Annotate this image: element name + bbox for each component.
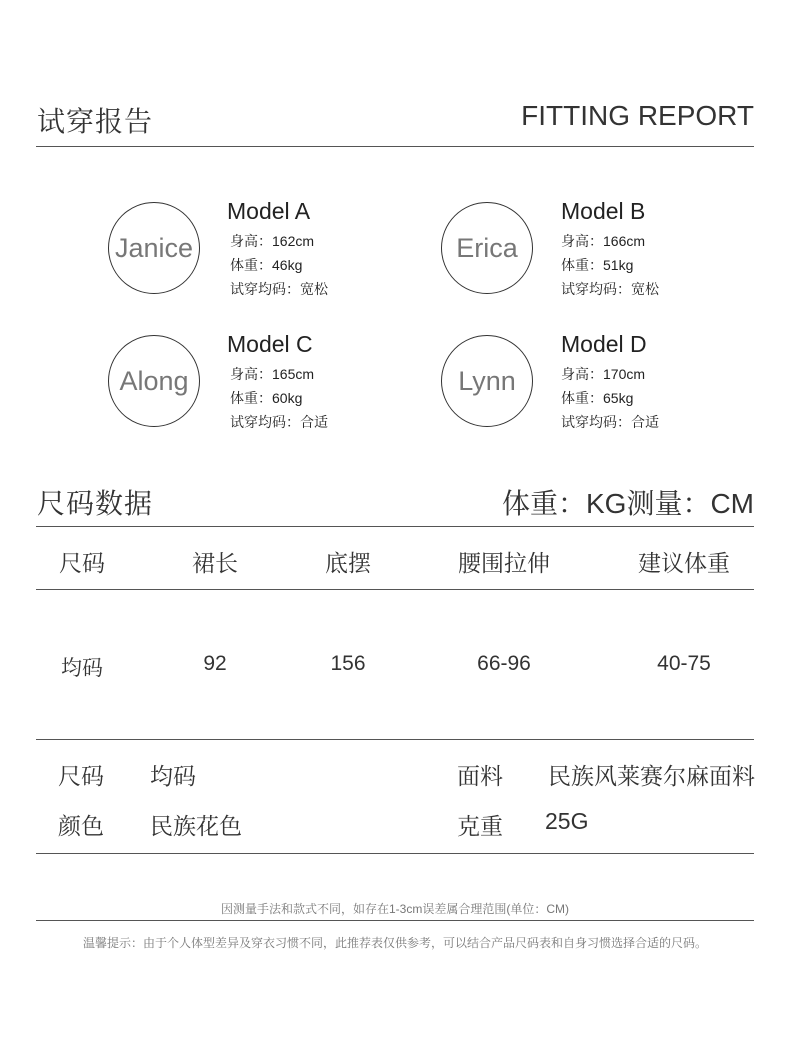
info-divider [36,853,754,854]
table-header-size: 尺码 [59,550,105,576]
model-fit: 试穿均码：合适 [230,414,328,430]
model-height: 身高：162cm [230,233,315,249]
table-cell-weight: 40-75 [657,652,711,675]
model-height: 身高：166cm [561,233,646,249]
table-header-hem: 底摆 [325,550,371,576]
header-divider [36,146,754,147]
table-cell-waist: 66-96 [477,652,531,675]
table-header-weight: 建议体重 [638,550,730,576]
info-size-value: 均码 [150,763,196,789]
model-name: Model D [561,331,647,357]
table-cell-hem: 156 [330,652,366,675]
model-avatar: Erica [441,202,533,294]
size-section-title: 尺码数据 [37,488,154,519]
model-name: Model C [227,331,313,357]
info-weight-label: 克重 [457,813,503,839]
model-avatar: Along [108,335,200,427]
model-avatar: Janice [108,202,200,294]
info-color-value: 民族花色 [150,813,242,839]
model-fit: 试穿均码：宽松 [230,281,328,297]
info-weight-value: 25G [545,808,589,834]
info-fabric-label: 面料 [457,763,503,789]
model-weight: 体重：46kg [230,257,303,273]
info-size-label: 尺码 [58,763,104,789]
model-height: 身高：170cm [561,366,646,382]
table-header-length: 裙长 [192,550,238,576]
model-avatar: Lynn [441,335,533,427]
model-card-a [108,198,408,302]
measurement-note: 因测量手法和款式不同，如存在1-3cm误差属合理范围(单位：CM) [221,902,569,916]
model-name: Model B [561,198,646,224]
table-cell-size: 均码 [61,657,103,680]
model-weight: 体重：51kg [561,257,634,273]
table-header-divider [36,589,754,590]
page-title-en: FITTING REPORT [521,100,754,131]
model-height: 身高：165cm [230,366,315,382]
size-top-divider [36,526,754,527]
page-title-cn: 试穿报告 [37,106,154,137]
table-bottom-divider [36,739,754,740]
model-name: Model A [227,198,311,224]
model-card-d [441,331,741,435]
info-fabric-value: 民族风莱赛尔麻面料 [548,763,755,789]
table-cell-length: 92 [203,652,227,675]
model-card-c [108,331,408,435]
model-fit: 试穿均码：合适 [561,414,659,430]
model-weight: 体重：65kg [561,390,634,406]
table-header-waist: 腰围拉伸 [458,550,550,576]
model-weight: 体重：60kg [230,390,303,406]
model-fit: 试穿均码：宽松 [561,281,659,297]
info-color-label: 颜色 [58,813,104,839]
sizing-tip: 温馨提示：由于个人体型差异及穿衣习惯不同，此推荐表仅供参考，可以结合产品尺码表和自身习惯选择合适的尺码。 [82,936,707,950]
notes-divider [36,920,754,921]
model-card-b [441,198,741,302]
unit-note: 体重：KG测量：CM [501,488,754,519]
